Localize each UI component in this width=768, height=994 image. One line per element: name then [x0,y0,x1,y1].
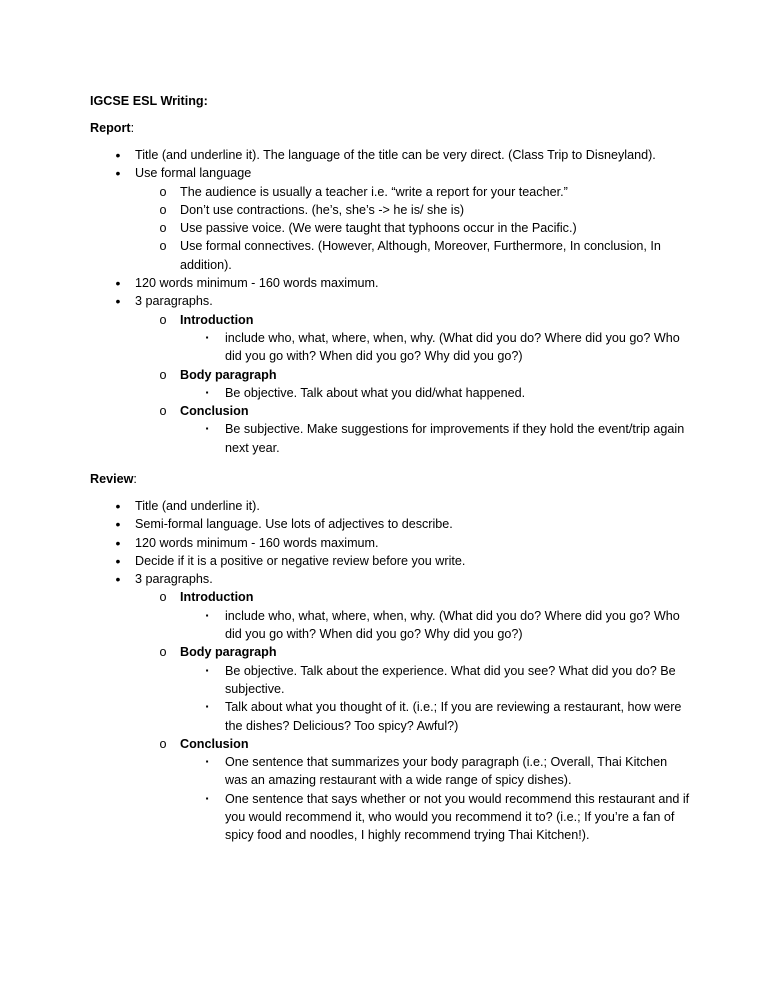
circle-marker: o [159,221,167,236]
review-conclusion-label: Conclusion [180,736,249,751]
review-words-item: 120 words minimum - 160 words maximum. [135,535,379,550]
list-item [90,384,690,402]
review-body-text-2: Talk about what you thought of it. (i.e.; If you are reviewing a restaurant, how were the dishes? Delicious? Too spicy? Awful?) [225,700,682,733]
list-item [90,219,690,237]
bullet-marker: • [115,516,121,533]
report-title-item: Title (and underline it). The language of the title can be very direct. (Class Trip to Disneyland). [135,148,656,162]
report-intro-label: Introduction [180,312,254,327]
square-marker: ▪ [205,793,209,803]
list-item [90,274,690,292]
review-title-item: Title (and underline it). [135,499,260,513]
list-item [90,311,690,329]
review-heading-colon: : [133,472,137,486]
document-title: IGCSE ESL Writing: [90,94,208,108]
report-formal-sub-4: Use formal connectives. (However, Although, Moreover, Furthermore, In conclusion, In addition). [180,239,661,272]
square-marker: ▪ [205,424,209,434]
list-item [90,515,690,533]
bullet-marker: • [115,552,121,569]
circle-marker: o [159,736,167,751]
report-conclusion-label: Conclusion [180,404,249,419]
circle-marker: o [159,202,167,217]
review-body-label: Body paragraph [180,645,277,660]
bullet-marker: • [115,147,121,163]
list-item [90,588,690,606]
review-body-text-1: Be objective. Talk about the experience. What did you see? What did you do? Be subjective. [225,663,676,696]
report-body-text: Be objective. Talk about what you did/what happened. [225,385,526,400]
bullet-marker: • [115,275,121,292]
report-heading-colon: : [130,121,135,135]
bullet-marker: • [115,571,121,588]
review-semi-formal-item: Semi-formal language. Use lots of adjectives to describe. [135,517,453,532]
list-item [90,497,690,515]
list-item [90,662,690,699]
report-formal-sub-1: The audience is usually a teacher i.e. “write a report for your teacher.” [180,184,568,199]
square-marker: ▪ [205,665,209,675]
circle-marker: o [159,367,167,382]
bullet-marker: • [115,293,121,310]
list-item [90,146,690,164]
list-item [90,790,690,845]
circle-marker: o [159,312,167,327]
bullet-marker: • [115,498,121,514]
review-conclusion-text-2: One sentence that says whether or not you would recommend this restaurant and if you would recommend it, who would you recommend it to? (i.e.; If you’re a fan of spicy food and noodles, I highly recommend trying Thai Kitchen!). [225,791,690,843]
list-item [90,607,690,644]
square-marker: ▪ [205,702,209,712]
square-marker: ▪ [205,332,209,342]
list-item [90,292,690,310]
list-item [90,753,690,790]
report-heading-label: Report [90,121,131,135]
list-item [90,237,690,274]
bullet-marker: • [115,165,121,182]
report-conclusion-text: Be subjective. Make suggestions for improvements if they hold the event/trip again next year. [225,422,685,455]
report-list [90,146,690,457]
square-marker: ▪ [205,757,209,767]
review-paragraphs-item: 3 paragraphs. [135,572,213,587]
report-formal-sub-2: Don’t use contractions. (he’s, she’s -> he is/ she is) [180,202,465,217]
review-intro-text: include who, what, where, when, why. (What did you do? Where did you go? Who did you go with? When did you go? Why did you go?) [225,608,680,642]
list-item [90,164,690,182]
report-paragraphs-item: 3 paragraphs. [135,294,213,309]
list-item [90,201,690,219]
list-item [90,570,690,588]
report-formal-sub-3: Use passive voice. (We were taught that typhoons occur in the Pacific.) [180,221,577,236]
circle-marker: o [159,645,167,660]
report-words-item: 120 words minimum - 160 words maximum. [135,276,379,291]
circle-marker: o [159,404,167,419]
square-marker: ▪ [205,387,209,397]
square-marker: ▪ [205,610,209,620]
list-item [90,643,690,661]
bullet-marker: • [115,534,121,551]
list-item [90,698,690,735]
report-intro-text: include who, what, where, when, why. (What did you do? Where did you go? Who did you go with? When did you go? Why did you go?) [225,330,680,364]
review-conclusion-text-1: One sentence that summarizes your body paragraph (i.e.; Overall, Thai Kitchen was an amazing restaurant with a wide range of spicy dishes). [225,755,668,788]
report-formal-item: Use formal language [135,166,252,181]
list-item [90,552,690,570]
list-item [90,366,690,384]
report-heading [90,119,134,137]
list-item [90,420,690,457]
list-item [90,534,690,552]
list-item [90,183,690,201]
list-item [90,735,690,753]
report-body-label: Body paragraph [180,367,277,382]
review-heading-label: Review [90,472,134,486]
review-list [90,497,690,845]
list-item [90,329,690,366]
review-intro-label: Introduction [180,590,254,605]
review-heading [90,470,137,488]
circle-marker: o [159,239,167,254]
circle-marker: o [159,590,167,605]
review-decide-item: Decide if it is a positive or negative review before you write. [135,553,466,568]
list-item [90,402,690,420]
circle-marker: o [159,184,167,199]
